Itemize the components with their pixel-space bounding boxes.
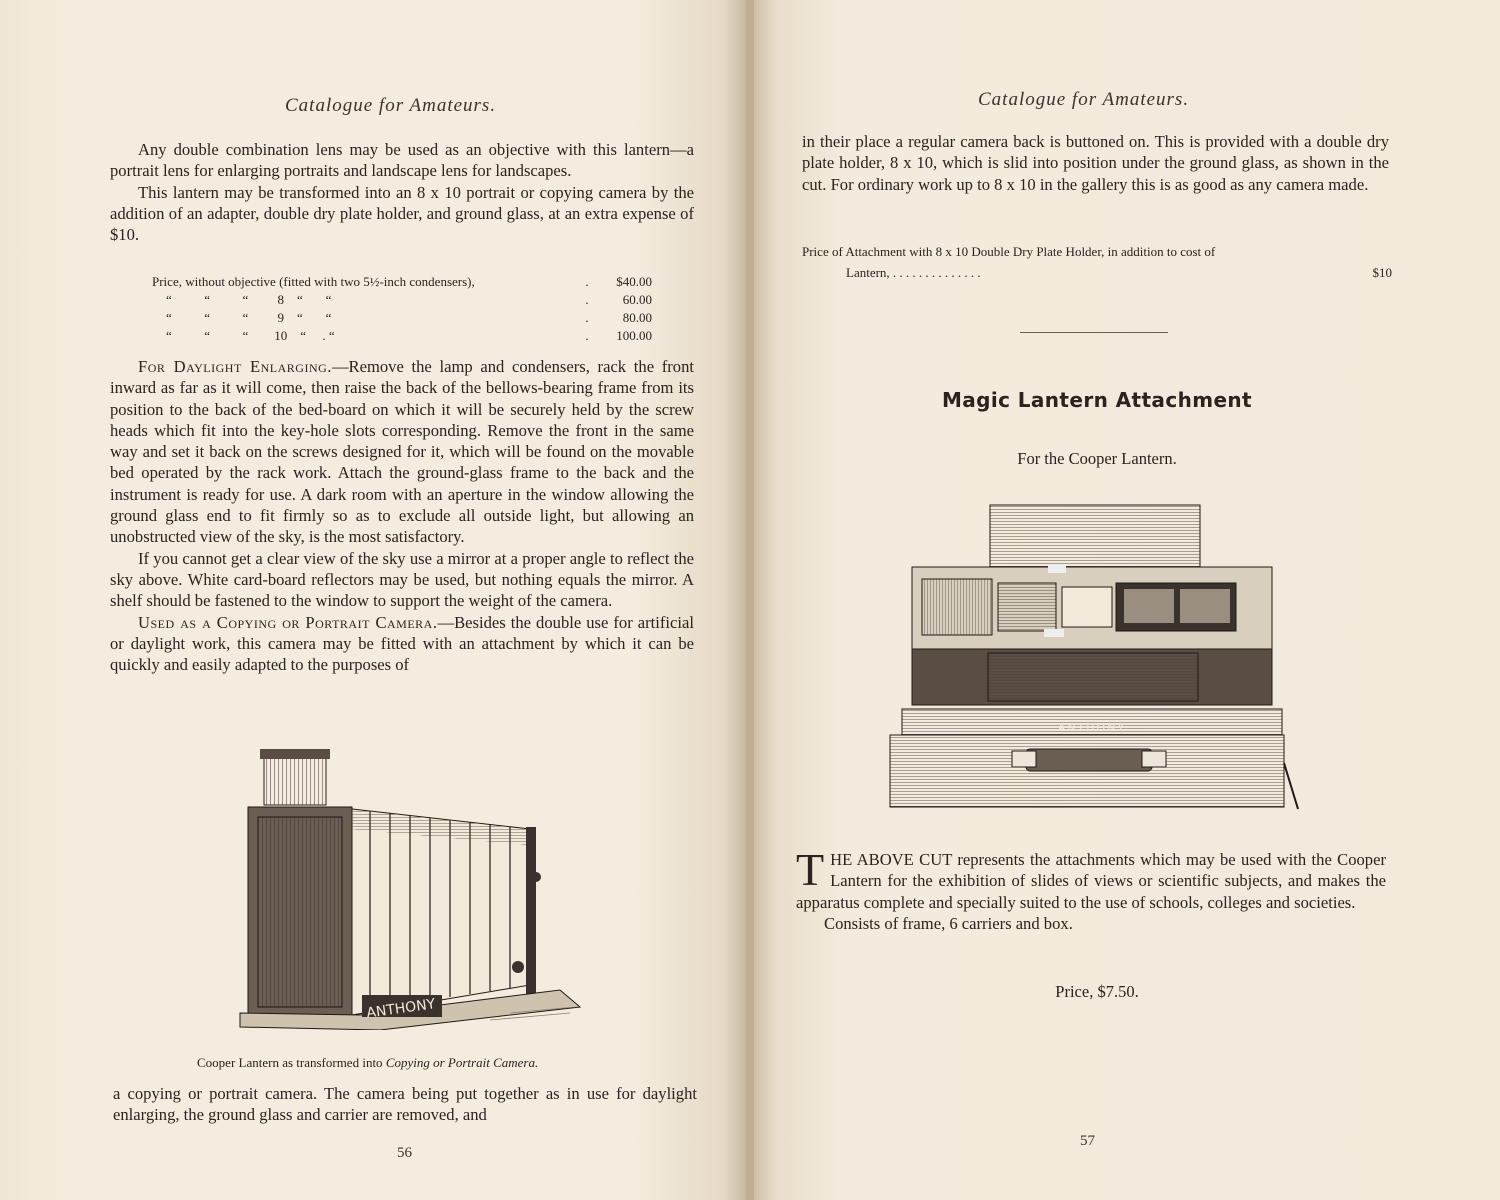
price-row-label: “ “ “ 9 “ “ xyxy=(166,310,332,325)
price-row xyxy=(152,292,652,310)
attachment-price-lantern: Lantern, . . . . . . . . . . . . . . xyxy=(846,265,981,280)
price-row-label: “ “ “ 8 “ “ xyxy=(166,292,332,307)
camera-figure-caption xyxy=(197,1055,538,1071)
right-page-number: 57 xyxy=(1080,1133,1095,1149)
mirror-paragraph: If you cannot get a clear view of the sky use a mirror at a proper angle to reflect the sky above. White card-board reflectors may be used, but nothing equals the mirror. A shelf should be fastened to the window to support the weight of the camera. xyxy=(110,548,694,611)
attachment-price-row xyxy=(802,262,1392,283)
attachment-brand-label: ANTHONY xyxy=(1057,721,1127,734)
right-page xyxy=(754,0,1500,1200)
left-page-number: 56 xyxy=(397,1145,412,1161)
price-row xyxy=(152,328,652,346)
price-row-dots: . xyxy=(585,292,589,307)
price-row-amount: 100.00 xyxy=(616,328,652,343)
above-cut-paragraph xyxy=(796,844,1386,934)
cooper-lantern-camera-illustration xyxy=(230,745,590,1030)
section-divider-rule xyxy=(1020,332,1168,333)
transform-paragraph: This lantern may be transformed into an 8 x 10 portrait or copying camera by the addition of an adapter, double dry plate holder, and ground glass, at an extra expense of $10. xyxy=(110,182,694,245)
left-running-head: Catalogue for Amateurs. xyxy=(285,95,497,116)
attachment-price-label: Price of Attachment with 8 x 10 Double Dry Plate Holder, in addition to cost of xyxy=(802,244,1216,259)
left-continued-text xyxy=(113,1083,697,1126)
above-cut-text: represents the attachments which may be used with the Cooper Lantern for the exhibition of slides of views or scientific subjects, and makes the apparatus complete and specially suited to the use of schools, colleges and societies. xyxy=(796,850,1386,912)
attachment-price-line xyxy=(802,241,1392,283)
copying-continued-paragraph: a copying or portrait camera. The camera being put together as in use for daylight enlarging, the ground glass and carrier are removed, and xyxy=(113,1084,697,1125)
price-row-label: “ “ “ 10 “ . “ xyxy=(166,328,335,343)
left-page xyxy=(0,0,746,1200)
book-gutter xyxy=(746,0,754,1200)
price-row-dots: . xyxy=(585,310,589,325)
camera-brand-label: ANTHONY xyxy=(365,996,437,1022)
attachment-price: Price, $7.50. xyxy=(1055,982,1139,1001)
caption-italic-text: Copying or Portrait Camera. xyxy=(385,1055,539,1070)
price-row-dots: . xyxy=(585,328,589,343)
price-row-dots: . xyxy=(585,274,589,289)
price-row-amount: 60.00 xyxy=(622,292,652,307)
consists-line: Consists of frame, 6 carriers and box. xyxy=(824,913,1073,933)
price-row xyxy=(152,310,652,328)
section-title: Magic Lantern Attachment xyxy=(941,388,1253,412)
daylight-heading: For Daylight Enlarging. xyxy=(138,357,332,376)
price-row xyxy=(152,274,652,292)
magic-lantern-attachment-illustration xyxy=(888,503,1300,813)
lens-paragraph: Any double combination lens may be used as an objective with this lantern—a portrait lens for enlarging portraits and landscape lens for landscapes. xyxy=(110,140,694,181)
attachment-price-amount: $10 xyxy=(1372,265,1392,280)
daylight-text: —Remove the lamp and condensers, rack the front inward as far as it will come, then raise the back of the bellows-bearing frame from its position to the back of the bed-board on which it will be securely held by the screw heads which fit into the key-hole slots corresponding. Remove the front in the same way and set it back on the screws designed for it, which will be found on the movable bed operated by the rack work. Attach the ground-glass frame to the back and the instrument is ready for use. A dark room with an aperture in the window allowing the ground glass end to fit firmly so as to exclude all outside light, but allowing an unobstructed view of the sky, is the most satisfactory. xyxy=(110,357,695,547)
right-running-head: Catalogue for Amateurs. xyxy=(978,89,1190,110)
copying-text: —Besides the double use for artificial or daylight work, this camera may be fitted with an attachment by which it can be quickly and easily adapted to the purposes of xyxy=(110,612,694,675)
right-continued-text xyxy=(802,131,1389,195)
left-intro-text xyxy=(110,139,694,245)
camera-back-paragraph: in their place a regular camera back is buttoned on. This is provided with a double dry plate holder, 8 x 10, which is slid into position under the ground glass, as shown in the cut. For ordinary work up to 8 x 10 in the gallery this is as good as any camera made. xyxy=(802,132,1389,194)
price-row-label: Price, without objective (fitted with two 5½-inch condensers), xyxy=(152,274,475,289)
copying-heading: Used as a Copying or Portrait Camera. xyxy=(138,612,438,632)
price-row-amount: 80.00 xyxy=(622,310,652,325)
daylight-paragraph xyxy=(110,356,694,548)
copying-paragraph xyxy=(110,612,694,676)
above-cut-caps: HE ABOVE CUT xyxy=(830,850,953,869)
dropcap-letter: T xyxy=(796,844,825,895)
lantern-price-table xyxy=(152,274,652,346)
price-row-amount: $40.00 xyxy=(616,274,652,289)
section-subtitle: For the Cooper Lantern. xyxy=(1017,449,1177,468)
left-body-text xyxy=(110,356,694,675)
caption-plain-text: Cooper Lantern as transformed into xyxy=(197,1055,386,1070)
